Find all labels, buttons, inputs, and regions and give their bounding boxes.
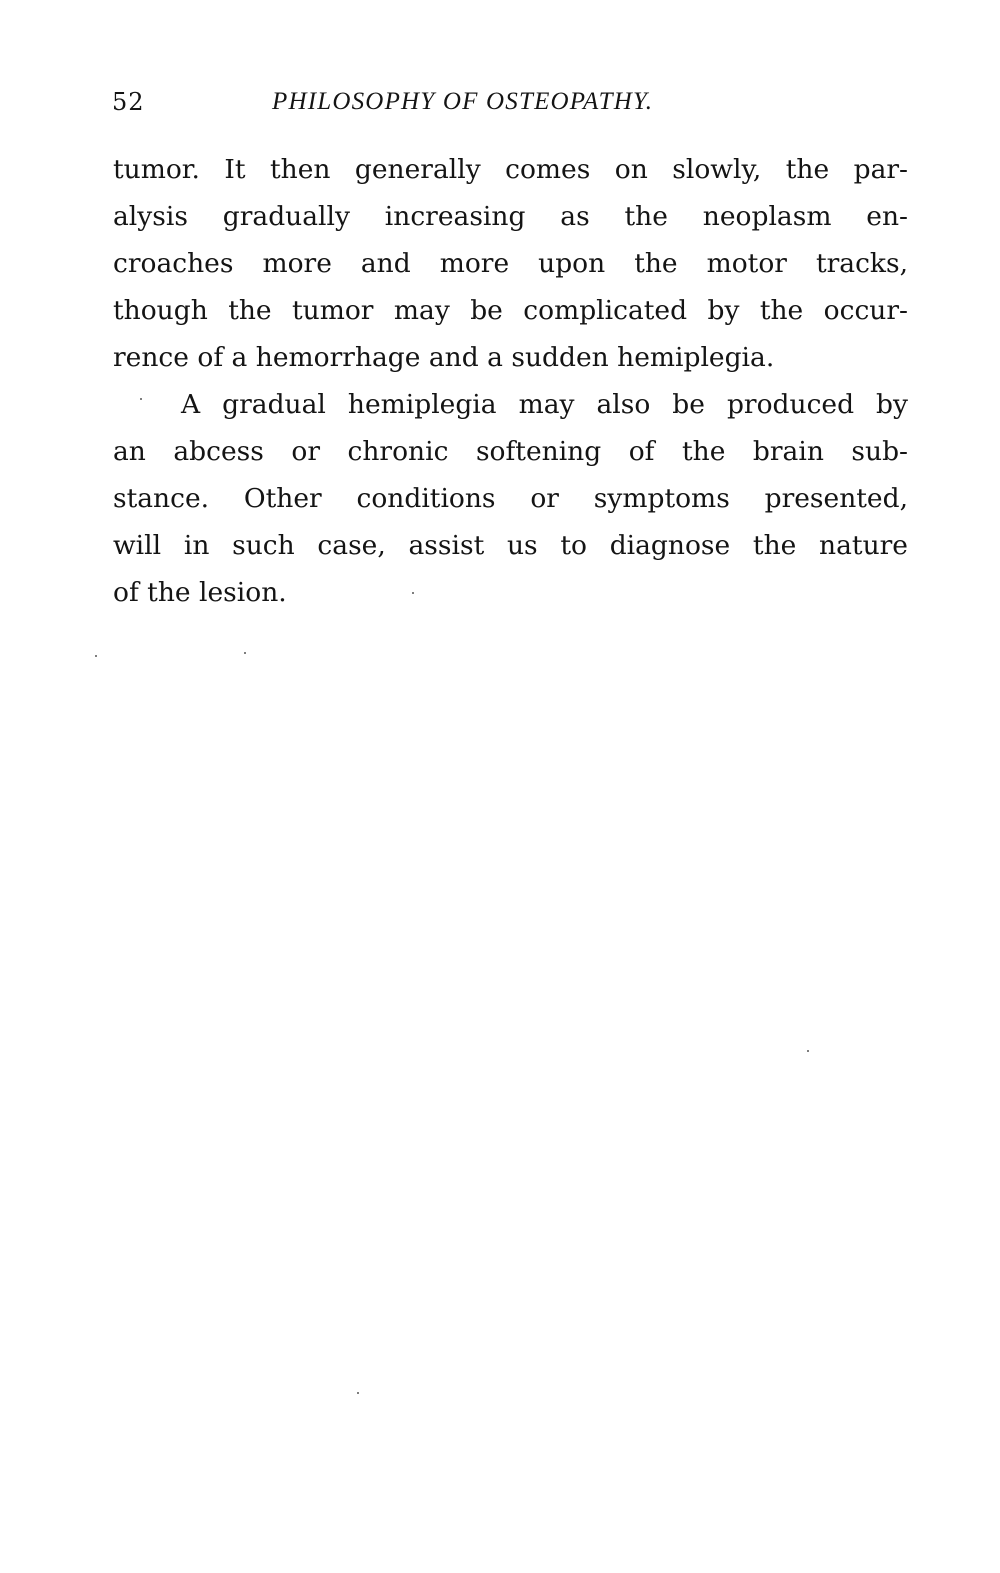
text-line: croaches more and more upon the motor tracks, [113,248,908,279]
paragraph-1 [113,146,908,381]
page-number: 52 [112,88,145,116]
paper-speck [95,655,97,657]
paper-speck [807,1050,809,1052]
running-head [112,82,912,122]
text-line: will in such case, assist us to diagnose the nature [113,530,908,561]
paper-speck [357,1392,359,1394]
paragraph-2 [113,381,908,616]
body-text [113,146,908,616]
paper-speck [140,398,142,400]
text-line: tumor. It then generally comes on slowly, the par- [113,154,908,185]
paper-speck [244,652,246,654]
text-line: of the lesion. [113,577,287,608]
running-title: PHILOSOPHY OF OSTEOPATHY. [272,88,654,115]
text-line: A gradual hemiplegia may also be produced by [181,389,908,420]
text-line: stance. Other conditions or symptoms presented, [113,483,908,514]
text-line: rence of a hemorrhage and a sudden hemiplegia. [113,342,775,373]
text-line: alysis gradually increasing as the neoplasm en- [113,201,908,232]
text-line: an abcess or chronic softening of the brain sub- [113,436,908,467]
text-line: though the tumor may be complicated by the occur- [113,295,908,326]
paper-speck [412,592,414,594]
